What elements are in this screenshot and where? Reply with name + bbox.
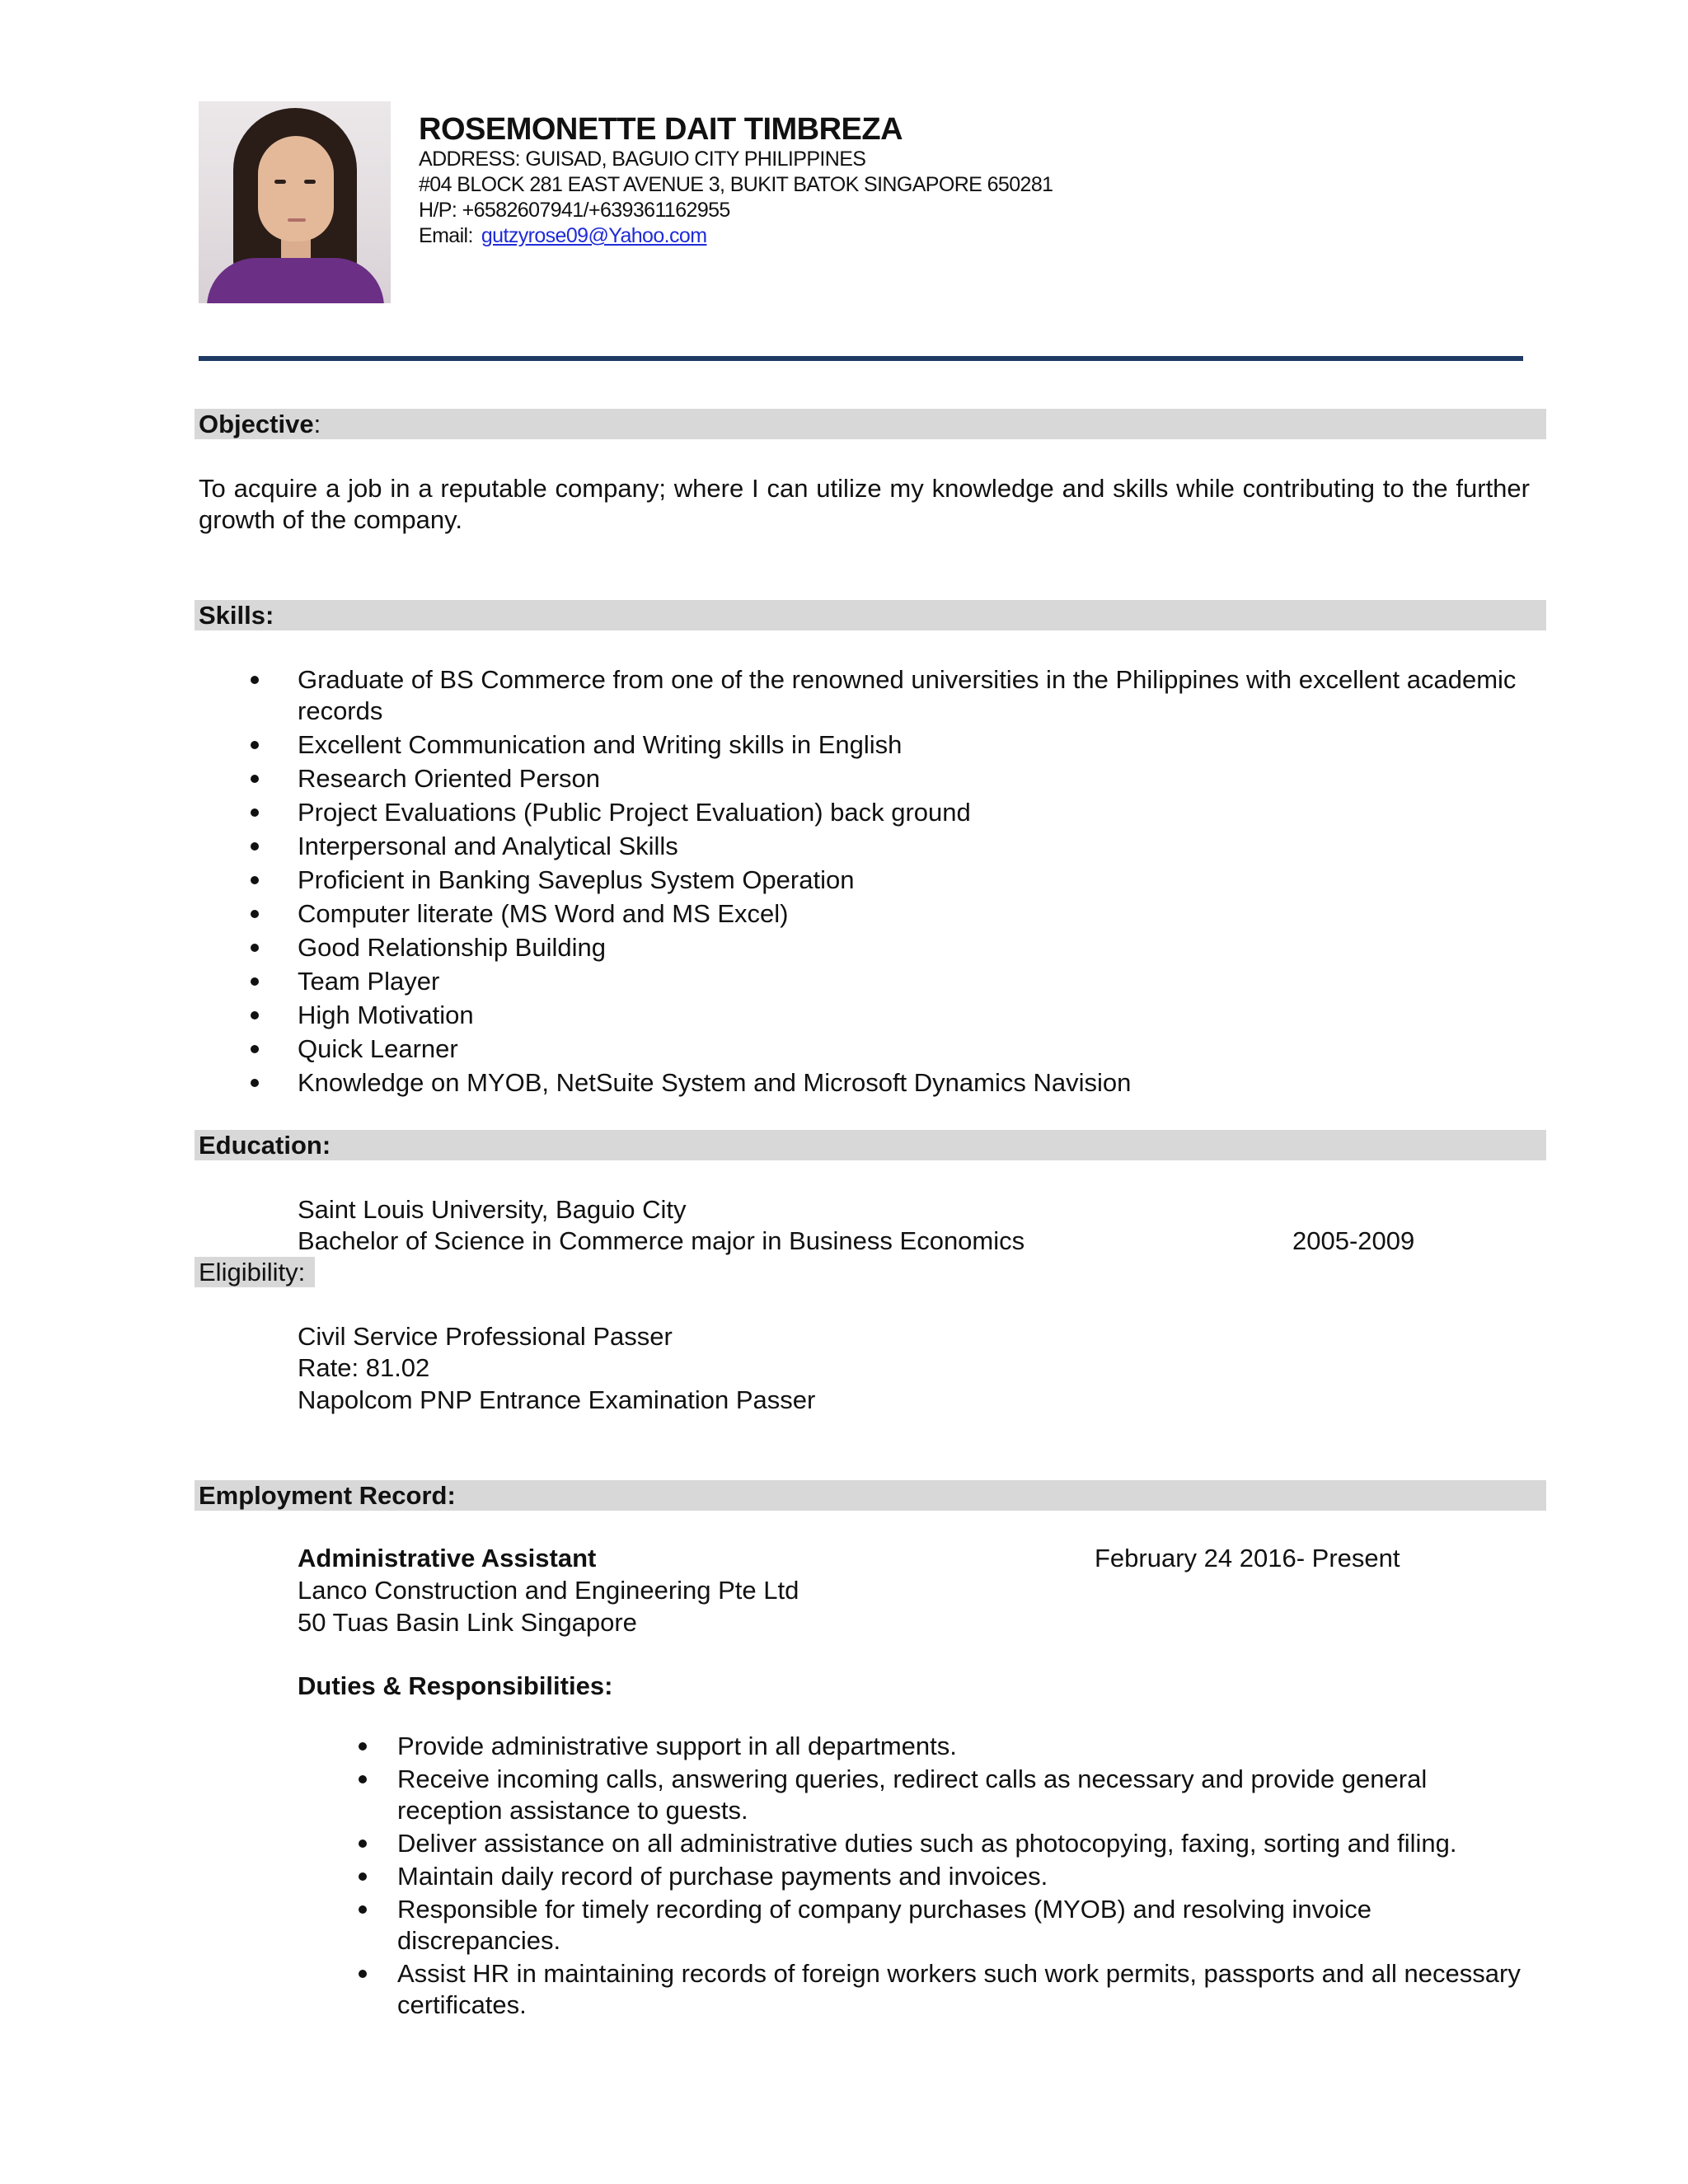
duties-heading: Duties & Responsibilities: — [298, 1671, 613, 1700]
objective-heading-label: Objective — [199, 410, 314, 438]
eligibility-line-1: Civil Service Professional Passer — [298, 1322, 673, 1351]
skill-text: Research Oriented Person — [298, 764, 601, 793]
duty-text: Receive incoming calls, answering queries, redirect calls as necessary and provide general reception assistance to guests. — [397, 1765, 1428, 1825]
list-item — [298, 932, 1534, 963]
list-item — [298, 729, 1534, 761]
objective-heading: Objective: — [195, 409, 1546, 439]
duty-text: Maintain daily record of purchase payments and invoices. — [397, 1862, 1048, 1891]
list-item — [298, 763, 1534, 794]
list-item — [298, 664, 1534, 727]
employment-heading: Employment Record: — [195, 1480, 1546, 1511]
skill-text: Quick Learner — [298, 1034, 458, 1063]
list-item — [298, 966, 1534, 997]
applicant-name: ROSEMONETTE DAIT TIMBREZA — [419, 112, 903, 147]
skills-heading: Skills: — [195, 600, 1546, 630]
skill-text: Excellent Communication and Writing skills in English — [298, 730, 903, 759]
education-heading: Education: — [195, 1130, 1546, 1160]
address-line-2: #04 BLOCK 281 EAST AVENUE 3, BUKIT BATOK SINGAPORE 650281 — [419, 173, 1053, 196]
degree: Bachelor of Science in Commerce major in Business Economics — [298, 1226, 1025, 1255]
objective-text: To acquire a job in a reputable company; where I can utilize my knowledge and skills while contributing to the further growth of the company. — [199, 474, 1530, 534]
skill-text: Knowledge on MYOB, NetSuite System and Microsoft Dynamics Navision — [298, 1068, 1132, 1097]
email-line — [419, 223, 706, 249]
skill-text: Proficient in Banking Saveplus System Operation — [298, 865, 855, 894]
phone-line: H/P: +6582607941/+639361162955 — [419, 199, 730, 222]
eligibility-heading: Eligibility: — [195, 1257, 315, 1287]
company-name: Lanco Construction and Engineering Pte Ltd — [298, 1576, 799, 1605]
school-name: Saint Louis University, Baguio City — [298, 1195, 687, 1224]
list-item — [397, 1731, 1535, 1762]
profile-photo — [199, 101, 391, 303]
company-address: 50 Tuas Basin Link Singapore — [298, 1608, 637, 1637]
job-title: Administrative Assistant — [298, 1544, 597, 1572]
list-item — [397, 1894, 1535, 1957]
education-years: 2005-2009 — [1292, 1226, 1415, 1255]
skill-text: Good Relationship Building — [298, 933, 606, 962]
skill-text: Project Evaluations (Public Project Evaluation) back ground — [298, 798, 971, 827]
job-dates: February 24 2016- Present — [1095, 1544, 1400, 1572]
eligibility-line-3: Napolcom PNP Entrance Examination Passer — [298, 1385, 816, 1414]
duty-text: Responsible for timely recording of company purchases (MYOB) and resolving invoice discrepancies. — [397, 1895, 1372, 1955]
address-line-1: ADDRESS: GUISAD, BAGUIO CITY PHILIPPINES — [419, 148, 866, 171]
list-item — [298, 1067, 1534, 1099]
skills-list — [298, 664, 1534, 1101]
duty-text: Deliver assistance on all administrative duties such as photocopying, faxing, sorting and filing. — [397, 1829, 1457, 1858]
list-item — [298, 865, 1534, 896]
skill-text: Team Player — [298, 967, 440, 996]
eligibility-line-2: Rate: 81.02 — [298, 1353, 430, 1382]
duty-text: Provide administrative support in all departments. — [397, 1732, 957, 1760]
list-item — [397, 1828, 1535, 1859]
duties-list — [397, 1731, 1535, 2022]
list-item — [397, 1861, 1535, 1892]
skill-text: High Motivation — [298, 1001, 474, 1029]
skill-text: Interpersonal and Analytical Skills — [298, 832, 678, 860]
list-item — [298, 797, 1534, 828]
email-link[interactable]: gutzyrose09@Yahoo.com — [481, 224, 707, 247]
duty-text: Assist HR in maintaining records of foreign workers such work permits, passports and all necessary certificates. — [397, 1959, 1521, 2019]
list-item — [397, 1958, 1535, 2021]
list-item — [298, 1000, 1534, 1031]
list-item — [298, 898, 1534, 930]
skill-text: Computer literate (MS Word and MS Excel) — [298, 899, 789, 928]
email-label: Email: — [419, 224, 473, 247]
list-item — [298, 831, 1534, 862]
skill-text: Graduate of BS Commerce from one of the renowned universities in the Philippines with excellent academic records — [298, 665, 1517, 725]
header-divider — [199, 356, 1523, 361]
list-item — [397, 1764, 1535, 1826]
list-item — [298, 1033, 1534, 1065]
